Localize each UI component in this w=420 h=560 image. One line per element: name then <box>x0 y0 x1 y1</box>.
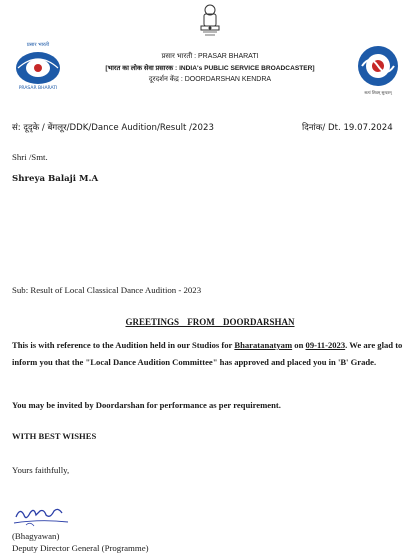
greeting-heading: GREETINGS FROM DOORDARSHAN <box>125 317 295 327</box>
invite-paragraph: You may be invited by Doordarshan for performance as per requirement. <box>12 400 281 410</box>
dance-form: Bharatanatyam <box>234 340 293 350</box>
para-text-c: . We are glad to inform you that the "Local Dance Audition Committee" has approved and placed you in 'B' Grade. <box>12 340 403 367</box>
date-label: दिनांक/ <box>302 123 326 133</box>
signer-designation: Deputy Director General (Programme) <box>12 543 149 553</box>
closing-wishes: WITH BEST WISHES <box>12 431 97 441</box>
para-text-b: on <box>292 340 306 350</box>
salutation: Shri /Smt. <box>12 152 48 162</box>
audition-date: 09-11-2023 <box>305 340 346 350</box>
reference-number: सं: दूदृके / बेंगलूर/DDK/Dance Audition/Result /2023 <box>12 123 214 133</box>
signer-name: (Bhagyawan) <box>12 531 60 541</box>
subject-line: Sub: Result of Local Classical Dance Audition - 2023 <box>12 285 202 295</box>
body-paragraph <box>12 337 410 371</box>
org-name: प्रसार भारती : PRASAR BHARATI <box>161 53 259 60</box>
left-logo-text: प्रसार भारती <box>26 42 50 48</box>
signature-image <box>10 503 72 529</box>
para-text-a: This is with reference to the Audition held in our Studios for <box>12 340 235 350</box>
yours-faithfully: Yours faithfully, <box>12 465 70 475</box>
kendra-line: दूरदर्शन केंद्र : DOORDARSHAN KENDRA <box>148 76 272 83</box>
left-logo-subtext: PRASAR BHARATI <box>18 86 58 91</box>
national-emblem-icon <box>196 4 224 44</box>
letter-date <box>302 121 393 133</box>
broadcaster-line: [भारत का लोक सेवा प्रसारक : INDIA's PUBLIC SERVICE BROADCASTER] <box>105 65 315 72</box>
date-value: Dt. 19.07.2024 <box>328 123 393 133</box>
doordarshan-tagline: सत्यं शिवम् सुन्दरम् <box>364 90 392 95</box>
recipient-name: Shreya Balaji M.A <box>12 174 99 184</box>
